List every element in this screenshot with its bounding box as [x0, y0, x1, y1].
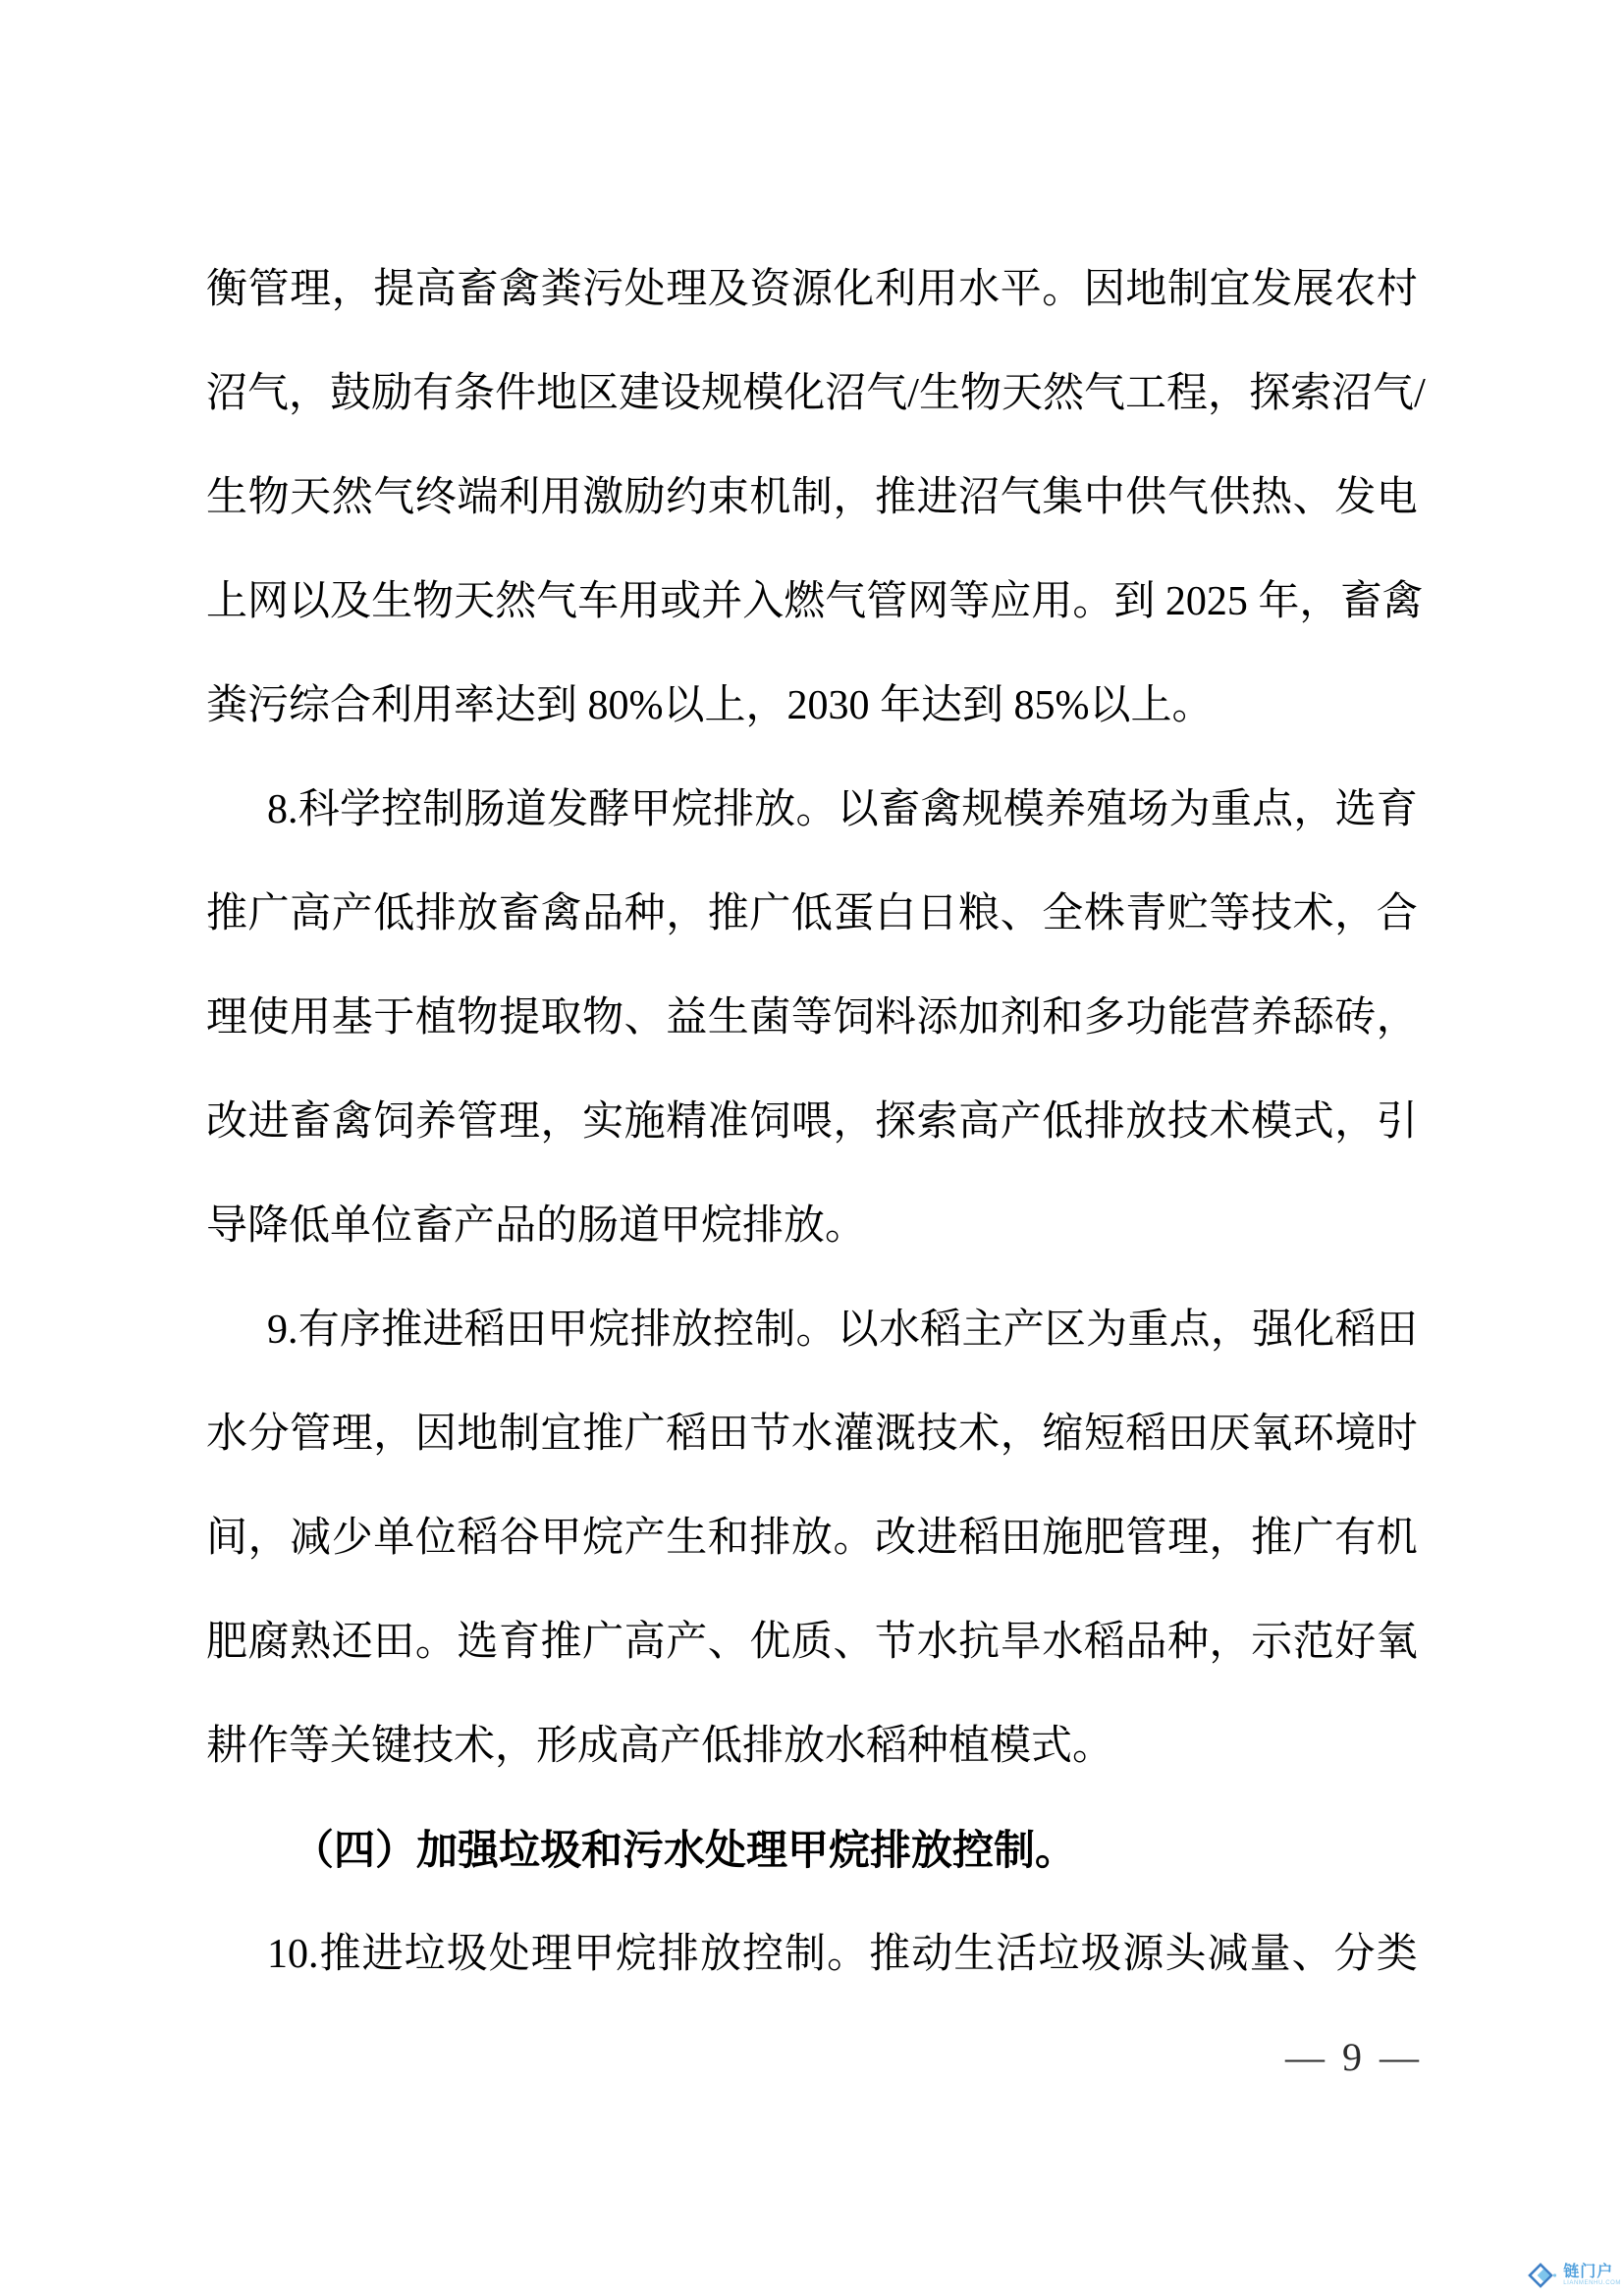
- text-line: 推 广 高 产 低 排 放 畜 禽 品 种 ， 推 广 低 蛋 白 日 粮 、 全 株 青 贮 等 技 术 ， 合: [206, 891, 1418, 936]
- text-line-item-9: 9. 有 序 推 进 稻 田 甲 烷 排 放 控 制 。 以 水 稻 主 产 区 为 重 点 ， 强 化 稻 田: [267, 1308, 1418, 1353]
- text-line-item-10: 10. 推 进 垃 圾 处 理 甲 烷 排 放 控 制 。 推 动 生 活 垃 圾 源 头 减 量 、 分 类: [267, 1932, 1418, 1977]
- text-line: 上 网 以 及 生 物 天 然 气 车 用 或 并 入 燃 气 管 网 等 应 用 。 到 2025 年 ， 畜 禽: [206, 579, 1424, 624]
- lianmenhu-logo-icon: [1528, 2260, 1559, 2291]
- text-line: 衡 管 理 ， 提 高 畜 禽 粪 污 处 理 及 资 源 化 利 用 水 平 。 因 地 制 宜 发 展 农 村: [206, 267, 1418, 312]
- text-line: 理 使 用 基 于 植 物 提 取 物 、 益 生 菌 等 饲 料 添 加 剂 和 多 功 能 营 养 舔 砖 ，: [206, 995, 1418, 1041]
- text-line: 间 ， 减 少 单 位 稻 谷 甲 烷 产 生 和 排 放 。 改 进 稻 田 施 肥 管 理 ， 推 广 有 机: [206, 1516, 1418, 1561]
- text-line: 水 分 管 理 ， 因 地 制 宜 推 广 稻 田 节 水 灌 溉 技 术 ， 缩 短 稻 田 厌 氧 环 境 时: [206, 1412, 1418, 1457]
- text-line: 沼 气 ， 鼓 励 有 条 件 地 区 建 设 规 模 化 沼 气 / 生 物 天 然 气 工 程 ， 探 索 沼 气 /: [206, 371, 1426, 416]
- text-line: 肥 腐 熟 还 田 。 选 育 推 广 高 产 、 优 质 、 节 水 抗 旱 水 稻 品 种 ， 示 范 好 氧: [206, 1620, 1418, 1665]
- text-line: 改 进 畜 禽 饲 养 管 理 ， 实 施 精 准 饲 喂 ， 探 索 高 产 低 排 放 技 术 模 式 ， 引: [206, 1099, 1418, 1145]
- watermark: [1528, 2259, 1621, 2292]
- page-number: — 9 —: [1285, 2035, 1423, 2079]
- body-text-block: [206, 238, 1426, 2006]
- section-heading: （四）加强垃圾和污水处理甲烷排放控制。: [293, 1827, 1077, 1873]
- text-line: 导降低单位畜产品的肠道甲烷排放。: [206, 1203, 867, 1249]
- watermark-brand-text: 链门户: [1563, 2264, 1614, 2280]
- text-line: 生 物 天 然 气 终 端 利 用 激 励 约 束 机 制 ， 推 进 沼 气 集 中 供 气 供 热 、 发 电: [206, 475, 1418, 520]
- text-line-item-8: 8. 科 学 控 制 肠 道 发 酵 甲 烷 排 放 。 以 畜 禽 规 模 养 殖 场 为 重 点 ， 选 育: [267, 787, 1418, 832]
- watermark-text: [1563, 2264, 1621, 2287]
- watermark-domain-text: LIANMENHU.COM: [1563, 2280, 1621, 2286]
- text-line: 耕作等关键技术，形成高产低排放水稻种植模式。: [206, 1724, 1114, 1769]
- text-line: 粪污综合利用率达到 80%以上，2030 年达到 85%以上。: [206, 683, 1214, 728]
